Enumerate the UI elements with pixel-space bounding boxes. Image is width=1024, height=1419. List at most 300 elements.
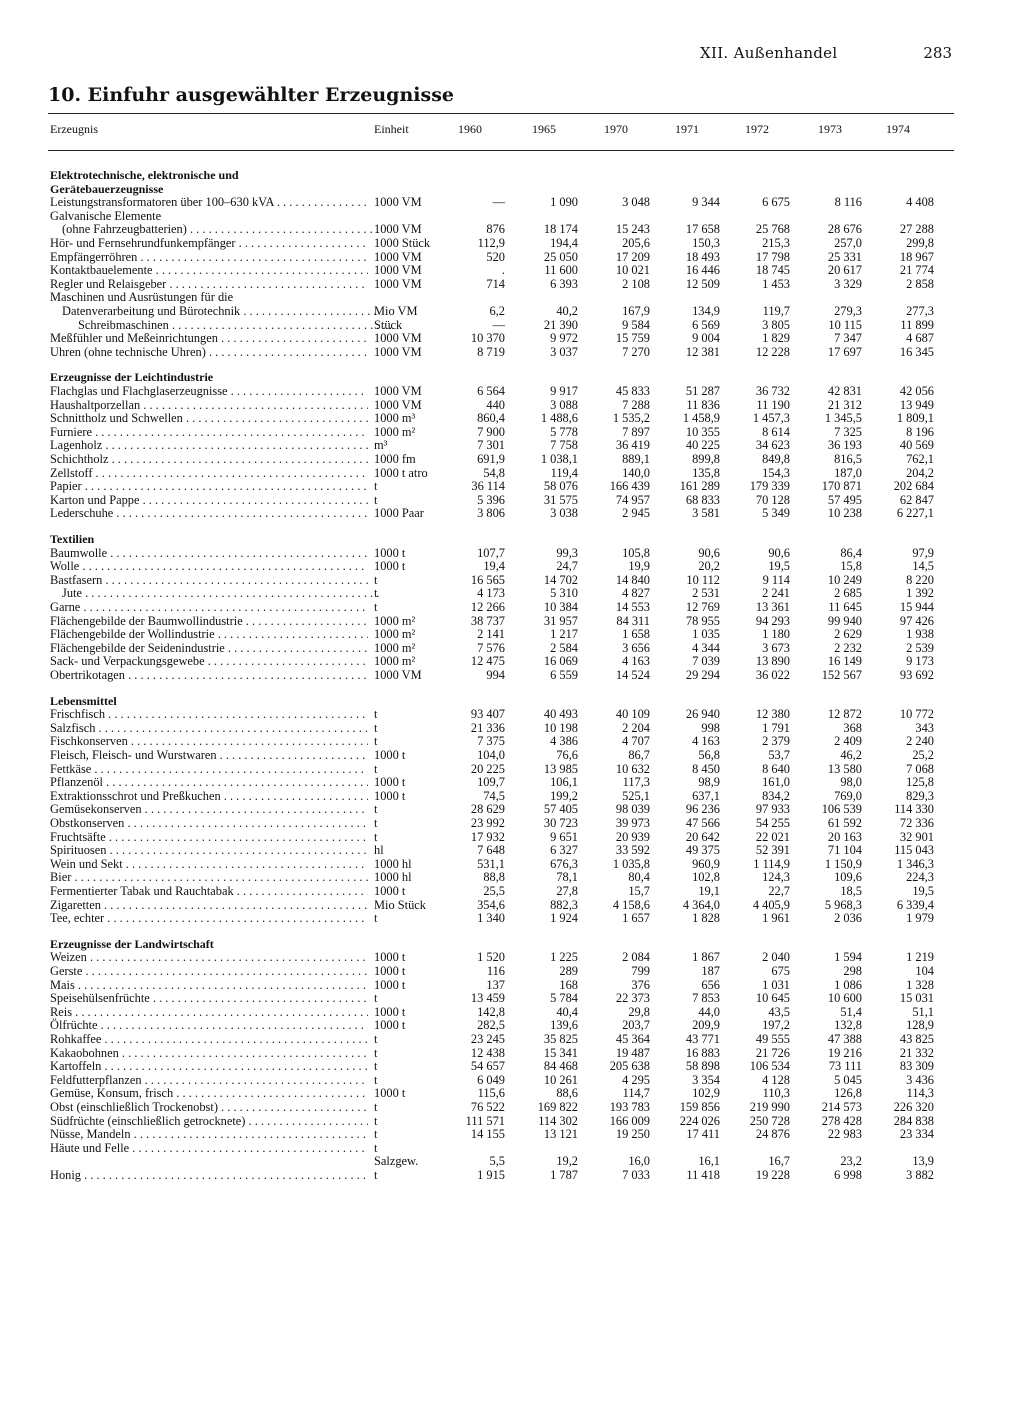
value-cell-1971: 26 940 [685, 707, 720, 722]
table-row [0, 1114, 1024, 1128]
value-cell-1974: 25,2 [912, 748, 934, 762]
value-cell-1971: 44,0 [698, 1004, 720, 1019]
value-cell-1974: 32 901 [899, 829, 934, 844]
value-cell-1971: 17 658 [685, 222, 720, 237]
value-cell-1974: 15 031 [899, 991, 934, 1006]
table-row [0, 222, 1024, 236]
value-cell-1972: 22,7 [768, 884, 790, 898]
product-label: Fleisch, Fleisch- und Wurstwaren . . . [50, 748, 368, 762]
value-cell-1973: 20 617 [827, 263, 862, 278]
value-cell-1965: 1 038,1 [540, 452, 578, 466]
column-header-einheit: Einheit [374, 122, 409, 136]
product-label: Häute und Felle . . . [50, 1141, 368, 1155]
value-cell-1971: 656 [701, 977, 720, 992]
table-row [0, 668, 1024, 682]
value-cell-1972: 5 349 [762, 506, 790, 521]
product-label: Feldfutterpflanzen . . . [50, 1073, 368, 1087]
value-cell-1970: 86,7 [628, 748, 650, 762]
value-cell-1970: 2 108 [622, 276, 650, 291]
unit-cell: Stück [374, 317, 403, 332]
value-cell-1960: 20 225 [470, 761, 505, 776]
value-cell-1965: 11 600 [544, 263, 578, 278]
value-cell-1973: 1 594 [834, 950, 862, 965]
value-cell-1971: 1 867 [692, 950, 720, 965]
value-cell-1965: 78,1 [556, 870, 578, 885]
value-cell-1972: 110,3 [762, 1086, 790, 1101]
value-cell-1965: 168 [559, 977, 578, 992]
value-cell-1972: 161,0 [762, 775, 790, 790]
value-cell-1972: 215,3 [762, 236, 790, 250]
value-cell-1971: 209,9 [692, 1018, 720, 1033]
value-cell-1972: 49 555 [755, 1032, 790, 1046]
value-cell-1974: 18 967 [899, 249, 934, 264]
table-row [0, 775, 1024, 789]
unit-cell: 1000 t [374, 545, 406, 560]
value-cell-1965: 169 822 [537, 1100, 578, 1114]
value-cell-1960: 7 301 [477, 438, 505, 453]
column-header-erzeugnis: Erzeugnis [50, 122, 98, 136]
value-cell-1971: 12 769 [685, 600, 720, 614]
value-cell-1973: 2 409 [834, 734, 862, 749]
unit-cell: t [374, 1032, 378, 1046]
value-cell-1970: 29,8 [628, 1004, 650, 1019]
value-cell-1974: 43 825 [899, 1032, 934, 1046]
value-cell-1960: 104,0 [477, 748, 505, 762]
table-row [0, 331, 1024, 345]
table-row [0, 1059, 1024, 1073]
value-cell-1972: 197,2 [762, 1018, 790, 1033]
value-cell-1974: 21 332 [899, 1045, 934, 1060]
table-row [0, 991, 1024, 1005]
value-cell-1971: 40 225 [685, 438, 720, 453]
value-cell-1972: 179 339 [749, 479, 790, 494]
value-cell-1974: 93 692 [899, 668, 934, 682]
table-row [0, 425, 1024, 439]
unit-cell: 1000 hl [374, 856, 412, 871]
value-cell-1974: 829,3 [906, 788, 934, 803]
unit-cell: Mio VM [374, 304, 418, 318]
value-cell-1965: 57 405 [543, 802, 578, 817]
value-cell-1972: 834,2 [762, 788, 790, 803]
table-row [0, 586, 1024, 600]
product-label: Haushaltporzellan . . . [50, 398, 368, 412]
value-cell-1972: 154,3 [762, 465, 790, 480]
value-cell-1974: 204,2 [906, 465, 934, 480]
value-cell-1960: 21 336 [470, 720, 505, 735]
table-row [0, 802, 1024, 816]
value-cell-1970: 193 783 [609, 1100, 650, 1114]
value-cell-1970: 22 373 [615, 991, 650, 1006]
product-label: Mais . . . [50, 978, 368, 992]
value-cell-1970: 14 524 [615, 668, 650, 682]
unit-cell: 1000 m² [374, 627, 416, 642]
value-cell-1972: 22 021 [755, 829, 790, 844]
product-label: Fruchtsäfte . . . [50, 830, 368, 844]
table-row [0, 627, 1024, 641]
unit-cell: t [374, 1168, 378, 1182]
value-cell-1970: 15,7 [628, 884, 650, 898]
product-label: Papier . . . [50, 479, 368, 493]
value-cell-1960: 88,8 [483, 870, 505, 885]
value-cell-1965: 194,4 [550, 236, 578, 250]
product-label: Ölfrüchte . . . [50, 1018, 368, 1032]
value-cell-1973: 1 086 [834, 977, 862, 992]
value-cell-1965: 13 121 [543, 1127, 578, 1142]
section-heading-row [0, 168, 1024, 182]
value-cell-1973: 98,0 [840, 775, 862, 790]
value-cell-1973: 214 573 [821, 1100, 862, 1114]
product-label: Wolle . . . [50, 559, 368, 573]
table-row [0, 641, 1024, 655]
value-cell-1965: 9 917 [550, 384, 578, 398]
value-cell-1960: 4 173 [477, 586, 505, 601]
value-cell-1973: 47 388 [827, 1032, 862, 1046]
value-cell-1970: 15 243 [615, 222, 650, 237]
table-row [0, 748, 1024, 762]
value-cell-1972: 12 228 [755, 344, 790, 359]
table-row [0, 479, 1024, 493]
product-label: Reis . . . [50, 1005, 368, 1019]
section-heading-row [0, 937, 1024, 951]
product-label: Pflanzenöl . . . [50, 775, 368, 789]
table-title: 10. Einfuhr ausgewählter Erzeugnisse [48, 84, 454, 106]
value-cell-1970: 4 295 [622, 1072, 650, 1087]
column-header-year: 1971 [675, 122, 699, 136]
value-cell-1970: 45 833 [615, 384, 650, 398]
product-label: Empfängerröhren . . . [50, 250, 368, 264]
value-cell-1973: 10 115 [828, 317, 862, 332]
value-cell-1972: 8 614 [762, 424, 790, 439]
product-label: Maschinen und Ausrüstungen für die [50, 290, 234, 305]
unit-cell: 1000 VM [374, 249, 422, 264]
column-header-year: 1965 [532, 122, 556, 136]
value-cell-1965: 84 468 [543, 1059, 578, 1074]
table-row [0, 290, 1024, 304]
value-cell-1965: 114 302 [538, 1113, 578, 1128]
unit-cell: t [374, 734, 378, 749]
product-label: Lagenholz . . . [50, 438, 368, 452]
value-cell-1972: 10 645 [755, 991, 790, 1006]
table-row [0, 978, 1024, 992]
value-cell-1972: 1 829 [762, 331, 790, 346]
value-cell-1970: 84 311 [616, 613, 650, 628]
value-cell-1974: 10 772 [899, 707, 934, 722]
value-cell-1970: 105,8 [622, 545, 650, 560]
value-cell-1974: 72 336 [899, 816, 934, 830]
column-header-year: 1973 [818, 122, 842, 136]
table-row [0, 236, 1024, 250]
value-cell-1970: 19 250 [615, 1127, 650, 1142]
unit-cell: t [374, 829, 378, 844]
table-row [0, 654, 1024, 668]
value-cell-1973: 25 331 [827, 249, 862, 264]
value-cell-1960: 860,4 [477, 411, 505, 426]
value-cell-1971: 11 418 [686, 1168, 720, 1182]
table-row [0, 304, 1024, 318]
product-label: Baumwolle . . . [50, 546, 368, 560]
value-cell-1973: 18,5 [840, 884, 862, 898]
value-cell-1973: 279,3 [834, 304, 862, 318]
value-cell-1970: 7 270 [622, 344, 650, 359]
unit-cell: t [374, 572, 378, 587]
value-cell-1970: 33 592 [615, 843, 650, 858]
value-cell-1974: 277,3 [906, 304, 934, 318]
unit-cell: 1000 VM [374, 397, 422, 412]
value-cell-1960: 8 719 [477, 344, 505, 359]
value-cell-1974: 2 240 [906, 734, 934, 749]
value-cell-1965: 24,7 [556, 559, 578, 574]
value-cell-1972: 1 453 [762, 276, 790, 291]
unit-cell: t [374, 586, 378, 601]
table-row [0, 1154, 1024, 1168]
value-cell-1974: 226 320 [893, 1100, 934, 1114]
value-cell-1960: 107,7 [477, 545, 505, 560]
value-cell-1974: 62 847 [899, 492, 934, 507]
unit-cell: 1000 t [374, 559, 406, 574]
table-row [0, 277, 1024, 291]
value-cell-1974: 11 899 [900, 317, 934, 332]
value-cell-1972: 19 228 [755, 1168, 790, 1182]
value-cell-1973: 71 104 [827, 843, 862, 858]
value-cell-1971: 6 569 [692, 317, 720, 332]
table-row [0, 345, 1024, 359]
value-cell-1960: 6 564 [477, 384, 505, 398]
value-cell-1965: 3 038 [550, 506, 578, 521]
value-cell-1965: 40 493 [543, 707, 578, 722]
value-cell-1972: 675 [771, 964, 790, 978]
unit-cell: t [374, 1113, 378, 1128]
value-cell-1970: 3 048 [622, 195, 650, 210]
value-cell-1960: — [492, 317, 505, 332]
table-row [0, 1127, 1024, 1141]
value-cell-1971: 9 004 [692, 331, 720, 346]
value-cell-1965: 5 778 [550, 424, 578, 439]
value-cell-1960: 74,5 [483, 788, 505, 803]
value-cell-1960: 36 114 [471, 479, 505, 494]
value-cell-1971: 1 828 [692, 911, 720, 926]
product-label: Gerste . . . [50, 964, 368, 978]
section-heading: Lebensmittel [50, 693, 117, 708]
column-header-year: 1970 [604, 122, 628, 136]
value-cell-1970: 39 973 [615, 816, 650, 830]
value-cell-1972: 1 457,3 [752, 411, 790, 426]
value-cell-1970: 1 657 [622, 911, 650, 926]
product-label: Tee, echter . . . [50, 911, 368, 925]
value-cell-1973: 99 940 [827, 613, 862, 628]
table-row [0, 1018, 1024, 1032]
value-cell-1974: 42 056 [899, 384, 934, 398]
section-heading: Gerätebauerzeugnisse [50, 181, 164, 196]
value-cell-1970: 10 021 [615, 263, 650, 278]
value-cell-1974: 13 949 [899, 397, 934, 412]
unit-cell: 1000 VM [374, 195, 422, 210]
value-cell-1971: 68 833 [685, 492, 720, 507]
product-label: Frischfisch . . . [50, 707, 368, 721]
value-cell-1972: 21 726 [755, 1045, 790, 1060]
value-cell-1974: 4 687 [906, 331, 934, 346]
value-cell-1970: 1 658 [622, 627, 650, 642]
value-cell-1974: 6 339,4 [896, 897, 934, 912]
product-label: Kartoffeln . . . [50, 1059, 368, 1073]
value-cell-1973: 257,0 [834, 236, 862, 250]
value-cell-1970: 80,4 [628, 870, 650, 885]
value-cell-1965: 58 076 [543, 479, 578, 494]
value-cell-1974: 19,5 [912, 884, 934, 898]
value-cell-1965: 31 957 [543, 613, 578, 628]
value-cell-1970: 20 939 [615, 829, 650, 844]
value-cell-1972: 12 380 [755, 707, 790, 722]
product-label: Wein und Sekt . . . [50, 857, 368, 871]
value-cell-1974: 13,9 [912, 1154, 934, 1169]
value-cell-1973: 15,8 [840, 559, 862, 574]
product-label: Karton und Pappe . . . [50, 493, 368, 507]
value-cell-1974: 1 346,3 [896, 856, 934, 871]
value-cell-1972: 54 255 [755, 816, 790, 830]
table-row [0, 559, 1024, 573]
value-cell-1973: 42 831 [827, 384, 862, 398]
value-cell-1970: 10 632 [615, 761, 650, 776]
value-cell-1970: 7 033 [622, 1168, 650, 1182]
table-row [0, 1005, 1024, 1019]
table-row [0, 411, 1024, 425]
value-cell-1970: 140,0 [622, 465, 650, 480]
value-cell-1974: 299,8 [906, 236, 934, 250]
table-row [0, 318, 1024, 332]
unit-cell: t [374, 1072, 378, 1087]
unit-cell: 1000 hl [374, 870, 412, 885]
value-cell-1960: — [492, 195, 505, 210]
value-cell-1973: 7 347 [834, 331, 862, 346]
value-cell-1970: 4 163 [622, 654, 650, 669]
value-cell-1970: 166 009 [609, 1113, 650, 1128]
value-cell-1970: 2 945 [622, 506, 650, 521]
product-label: Furniere . . . [50, 425, 368, 439]
value-cell-1974: 1 979 [906, 911, 934, 926]
value-cell-1972: 106 534 [749, 1059, 790, 1074]
value-cell-1960: 6 049 [477, 1072, 505, 1087]
value-cell-1970: 4 827 [622, 586, 650, 601]
product-label: Gemüse, Konsum, frisch . . . [50, 1086, 368, 1100]
value-cell-1974: 2 858 [906, 276, 934, 291]
value-cell-1971: 2 531 [692, 586, 720, 601]
table-row [0, 721, 1024, 735]
value-cell-1974: 97 426 [899, 613, 934, 628]
value-cell-1965: 4 386 [550, 734, 578, 749]
value-cell-1960: 54,8 [483, 465, 505, 480]
value-cell-1965: 10 261 [543, 1072, 578, 1087]
value-cell-1974: 1 938 [906, 627, 934, 642]
table-row [0, 466, 1024, 480]
unit-cell: t [374, 1045, 378, 1060]
value-cell-1971: 58 898 [685, 1059, 720, 1074]
value-cell-1972: 17 798 [755, 249, 790, 264]
value-cell-1970: 203,7 [622, 1018, 650, 1033]
value-cell-1970: 4 707 [622, 734, 650, 749]
value-cell-1973: 57 495 [827, 492, 862, 507]
product-label: Hör- und Fernsehrundfunkempfänger . . . [50, 236, 368, 250]
value-cell-1970: 799 [631, 964, 650, 978]
unit-cell: 1000 t [374, 950, 406, 965]
value-cell-1971: 29 294 [685, 668, 720, 682]
value-cell-1972: 6 675 [762, 195, 790, 210]
table-row [0, 1086, 1024, 1100]
product-label: Obst (einschließlich Trockenobst) . . . [50, 1100, 368, 1114]
value-cell-1972: 8 640 [762, 761, 790, 776]
value-cell-1971: 12 381 [685, 344, 720, 359]
unit-cell: 1000 m² [374, 424, 416, 439]
value-cell-1970: 525,1 [622, 788, 650, 803]
value-cell-1970: 166 439 [609, 479, 650, 494]
value-cell-1971: 90,6 [698, 545, 720, 560]
product-label: Lederschuhe . . . [50, 506, 368, 520]
value-cell-1973: 187,0 [834, 465, 862, 480]
value-cell-1960: 142,8 [477, 1004, 505, 1019]
product-label: Flachglas und Flachglaserzeugnisse . . . [50, 384, 368, 398]
value-cell-1965: 40,4 [556, 1004, 578, 1019]
product-label: Garne . . . [50, 600, 368, 614]
unit-cell: t [374, 492, 378, 507]
product-label: Zigaretten . . . [50, 898, 368, 912]
value-cell-1960: 282,5 [477, 1018, 505, 1033]
value-cell-1971: 637,1 [692, 788, 720, 803]
table-row [0, 546, 1024, 560]
value-cell-1974: 114,3 [906, 1086, 934, 1101]
value-cell-1971: 20,2 [698, 559, 720, 574]
table-row [0, 384, 1024, 398]
value-cell-1960: 6,2 [489, 304, 505, 318]
value-cell-1965: 1 787 [550, 1168, 578, 1182]
value-cell-1971: 8 450 [692, 761, 720, 776]
value-cell-1965: 40,2 [556, 304, 578, 318]
value-cell-1973: 8 116 [834, 195, 862, 210]
value-cell-1965: 21 390 [543, 317, 578, 332]
value-cell-1973: 2 629 [834, 627, 862, 642]
product-label: Spirituosen . . . [50, 843, 368, 857]
value-cell-1973: 278 428 [821, 1113, 862, 1128]
value-cell-1973: 2 685 [834, 586, 862, 601]
value-cell-1972: 25 768 [755, 222, 790, 237]
value-cell-1965: 1 217 [550, 627, 578, 642]
value-cell-1973: 5 968,3 [824, 897, 862, 912]
value-cell-1972: 36 022 [755, 668, 790, 682]
value-cell-1974: 114 330 [894, 802, 934, 817]
value-cell-1971: 161 289 [679, 479, 720, 494]
value-cell-1960: 7 375 [477, 734, 505, 749]
value-cell-1970: 15 759 [615, 331, 650, 346]
table-row [0, 600, 1024, 614]
value-cell-1973: 17 697 [827, 344, 862, 359]
value-cell-1965: 106,1 [550, 775, 578, 790]
value-cell-1973: 10 600 [827, 991, 862, 1006]
value-cell-1970: 7 897 [622, 424, 650, 439]
value-cell-1973: 816,5 [834, 452, 862, 466]
unit-cell: 1000 fm [374, 452, 416, 466]
value-cell-1972: 4 405,9 [752, 897, 790, 912]
unit-cell: t [374, 720, 378, 735]
value-cell-1973: 10 249 [827, 572, 862, 587]
table-row [0, 964, 1024, 978]
unit-cell: 1000 m² [374, 640, 416, 655]
value-cell-1973: 2 232 [834, 640, 862, 655]
value-cell-1960: 994 [486, 668, 505, 682]
value-cell-1971: 19,1 [698, 884, 720, 898]
table-row [0, 898, 1024, 912]
product-label: Rohkaffee . . . [50, 1032, 368, 1046]
value-cell-1960: 13 459 [470, 991, 505, 1006]
value-cell-1960: 17 932 [470, 829, 505, 844]
value-cell-1960: 1 915 [477, 1168, 505, 1182]
value-cell-1971: 4 344 [692, 640, 720, 655]
